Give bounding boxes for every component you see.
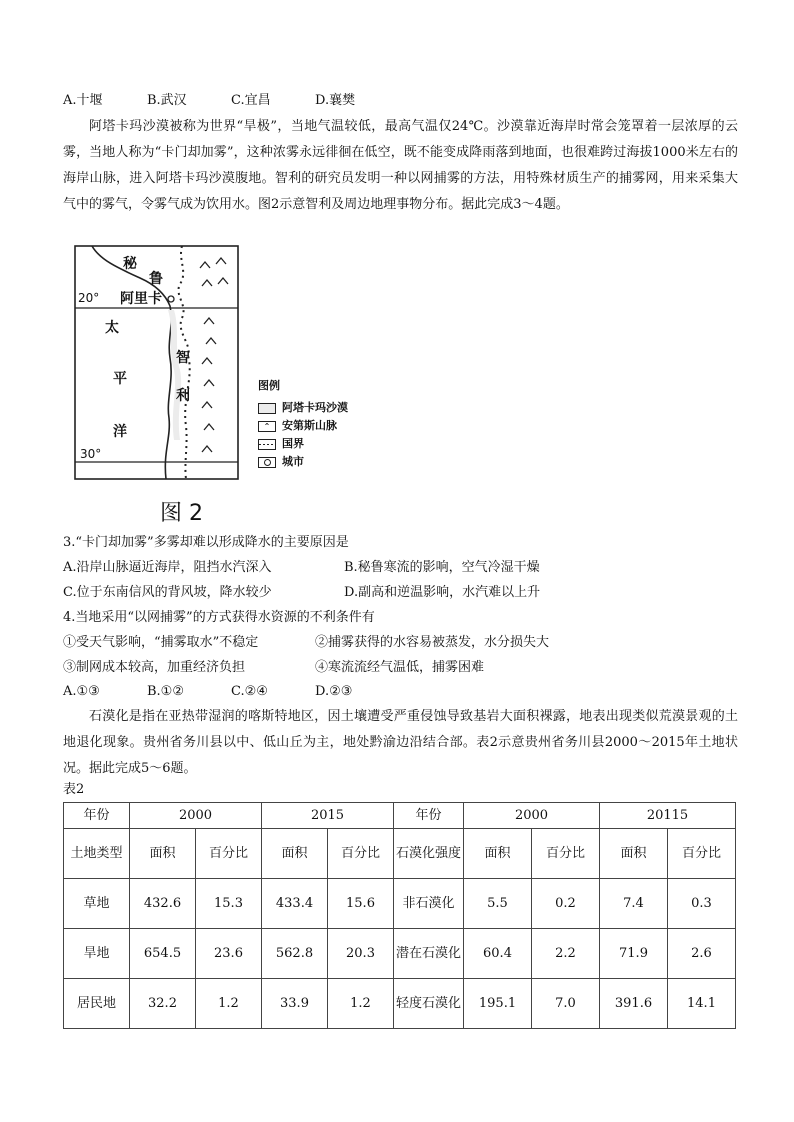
legend-item-border (258, 436, 398, 452)
q2-option-c: C.宜昌 (231, 93, 271, 108)
label-peru-1: 秘 (123, 256, 137, 272)
table-cell: 195.1 (464, 979, 532, 1029)
table-cell: 654.5 (130, 929, 196, 979)
q4-option-c: C.②④ (231, 684, 268, 699)
header-area: 面积 (130, 829, 196, 879)
label-pacific-2: 平 (113, 371, 127, 387)
label-pacific-3: 洋 (113, 424, 127, 440)
header-percent: 百分比 (196, 829, 262, 879)
table-cell: 71.9 (600, 929, 668, 979)
q3-option-b: B.秘鲁寒流的影响，空气冷湿干燥 (344, 560, 540, 575)
q4-statement-2: ②捕雾获得的水容易被蒸发，水分损失大 (315, 635, 550, 650)
q2-option-d: D.襄樊 (315, 93, 356, 108)
header-desertification-level: 石漠化强度 (394, 829, 464, 879)
table-cell: 潜在石漠化 (394, 929, 464, 979)
label-chile-1: 智 (176, 350, 190, 366)
table-cell: 432.6 (130, 879, 196, 929)
table-caption: 表2 (63, 782, 85, 797)
q3-option-c: C.位于东南信风的背风坡，降水较少 (63, 585, 272, 600)
table-cell: 0.3 (668, 879, 736, 929)
header-year-2000-b: 2000 (464, 803, 600, 829)
mountain-icon (206, 338, 216, 344)
q3-option-d: D.副高和逆温影响，水汽难以上升 (344, 585, 541, 600)
figure-caption: 图 2 (160, 501, 203, 526)
label-pacific-1: 太 (105, 320, 119, 336)
q3-stem: 3.“卡门却加雾”多雾却难以形成降水的主要原因是 (63, 535, 349, 550)
label-lat-20: 20° (78, 291, 100, 305)
table-cell: 14.1 (668, 979, 736, 1029)
legend-desert-icon (258, 403, 276, 414)
q4-statement-4: ④寒流流经气温低，捕雾困难 (315, 660, 485, 675)
table-cell: 0.2 (532, 879, 600, 929)
table-cell: 60.4 (464, 929, 532, 979)
legend-border-icon (258, 439, 276, 450)
table-cell: 非石漠化 (394, 879, 464, 929)
label-arica: 阿里卡 (120, 291, 162, 307)
table-cell: 7.4 (600, 879, 668, 929)
header-year-2000: 2000 (130, 803, 262, 829)
table-cell: 居民地 (64, 979, 130, 1029)
map-svg (70, 240, 250, 530)
label-peru-2: 鲁 (149, 271, 163, 287)
table-row (64, 929, 736, 979)
mountain-icon (202, 446, 212, 452)
legend-mountain-icon: ⌃ (258, 421, 276, 432)
table-cell: 2.6 (668, 929, 736, 979)
mountain-icon (202, 402, 212, 408)
legend-label-andes: 安第斯山脉 (282, 419, 337, 432)
q4-statement-3: ③制网成本较高，加重经济负担 (63, 660, 246, 675)
table-row (64, 879, 736, 929)
table-cell: 旱地 (64, 929, 130, 979)
table-cell: 15.3 (196, 879, 262, 929)
table-cell: 562.8 (262, 929, 328, 979)
header-area: 面积 (464, 829, 532, 879)
city-marker-icon (168, 296, 174, 302)
table-cell: 391.6 (600, 979, 668, 1029)
figure-2-map (70, 240, 250, 530)
header-year-2015: 2015 (262, 803, 394, 829)
header-land-type: 土地类型 (64, 829, 130, 879)
mountain-icon (202, 278, 228, 286)
table-row (64, 979, 736, 1029)
table-cell: 2.2 (532, 929, 600, 979)
table-cell: 33.9 (262, 979, 328, 1029)
table-cell: 5.5 (464, 879, 532, 929)
header-year-label: 年份 (64, 803, 130, 829)
q3-option-a: A.沿岸山脉逼近海岸，阻挡水汽深入 (63, 560, 272, 575)
legend-item-andes (258, 418, 398, 434)
table-cell: 1.2 (196, 979, 262, 1029)
legend-item-desert (258, 400, 398, 416)
label-chile-2: 利 (176, 388, 190, 404)
table-cell: 32.2 (130, 979, 196, 1029)
table-cell: 轻度石漠化 (394, 979, 464, 1029)
legend-item-city (258, 454, 398, 470)
q2-option-b: B.武汉 (147, 93, 187, 108)
table-cell: 433.4 (262, 879, 328, 929)
passage-rocky-desertification: 石漠化是指在亚热带湿润的喀斯特地区，因土壤遭受严重侵蚀导致基岩大面积裸露，地表出现类似荒漠景观的土地退化现象。贵州省务川县以中、低山丘为主，地处黔渝边沿结合部。表2示意贵州省务川县2000～2015年土地状况。据此完成5～6题。 (63, 709, 738, 776)
land-status-table (63, 802, 736, 1029)
mountain-icon (204, 380, 214, 386)
andes-symbols (200, 258, 228, 452)
table-header-row-fields (64, 829, 736, 879)
header-percent: 百分比 (328, 829, 394, 879)
table-header-row-years (64, 803, 736, 829)
mountain-icon (204, 424, 214, 430)
table-cell: 20.3 (328, 929, 394, 979)
table-cell: 7.0 (532, 979, 600, 1029)
header-area: 面积 (262, 829, 328, 879)
map-legend (258, 378, 398, 470)
legend-title: 图例 (258, 379, 280, 392)
table-cell: 23.6 (196, 929, 262, 979)
q4-option-b: B.①② (147, 684, 184, 699)
q4-option-a: A.①③ (63, 684, 100, 699)
legend-city-icon (258, 457, 276, 468)
q4-stem: 4.当地采用“以网捕雾”的方式获得水资源的不利条件有 (63, 610, 375, 625)
header-area: 面积 (600, 829, 668, 879)
header-year-20115: 20115 (600, 803, 736, 829)
table-cell: 15.6 (328, 879, 394, 929)
mountain-icon (202, 358, 212, 364)
passage-atacama: 阿塔卡玛沙漠被称为世界“旱极”，当地气温较低，最高气温仅24℃。沙漠靠近海岸时常会笼罩着一层浓厚的云雾，当地人称为“卡门却加雾”，这种浓雾永远徘徊在低空，既不能变成降雨落到地面，也很难跨过海拔1000米左右的海岸山脉，进入阿塔卡玛沙漠腹地。智利的研究员发明一种以网捕雾的方法，用特殊材质生产的捕雾网，用来采集大气中的雾气，令雾气成为饮用水。图2示意智利及周边地理事物分布。据此完成3～4题。 (63, 119, 738, 212)
label-lat-30: 30° (80, 447, 102, 461)
header-percent: 百分比 (668, 829, 736, 879)
q2-option-a: A.十堰 (63, 93, 103, 108)
legend-label-border: 国界 (282, 437, 304, 450)
mountain-icon (204, 318, 214, 324)
mountain-icon (200, 258, 226, 268)
q4-option-d: D.②③ (315, 684, 353, 699)
header-percent: 百分比 (532, 829, 600, 879)
legend-label-city: 城市 (282, 455, 304, 468)
q4-statement-1: ①受天气影响，“捕雾取水”不稳定 (63, 635, 259, 650)
legend-label-desert: 阿塔卡玛沙漠 (282, 401, 348, 414)
header-year-label-2: 年份 (394, 803, 464, 829)
table-cell: 草地 (64, 879, 130, 929)
table-cell: 1.2 (328, 979, 394, 1029)
